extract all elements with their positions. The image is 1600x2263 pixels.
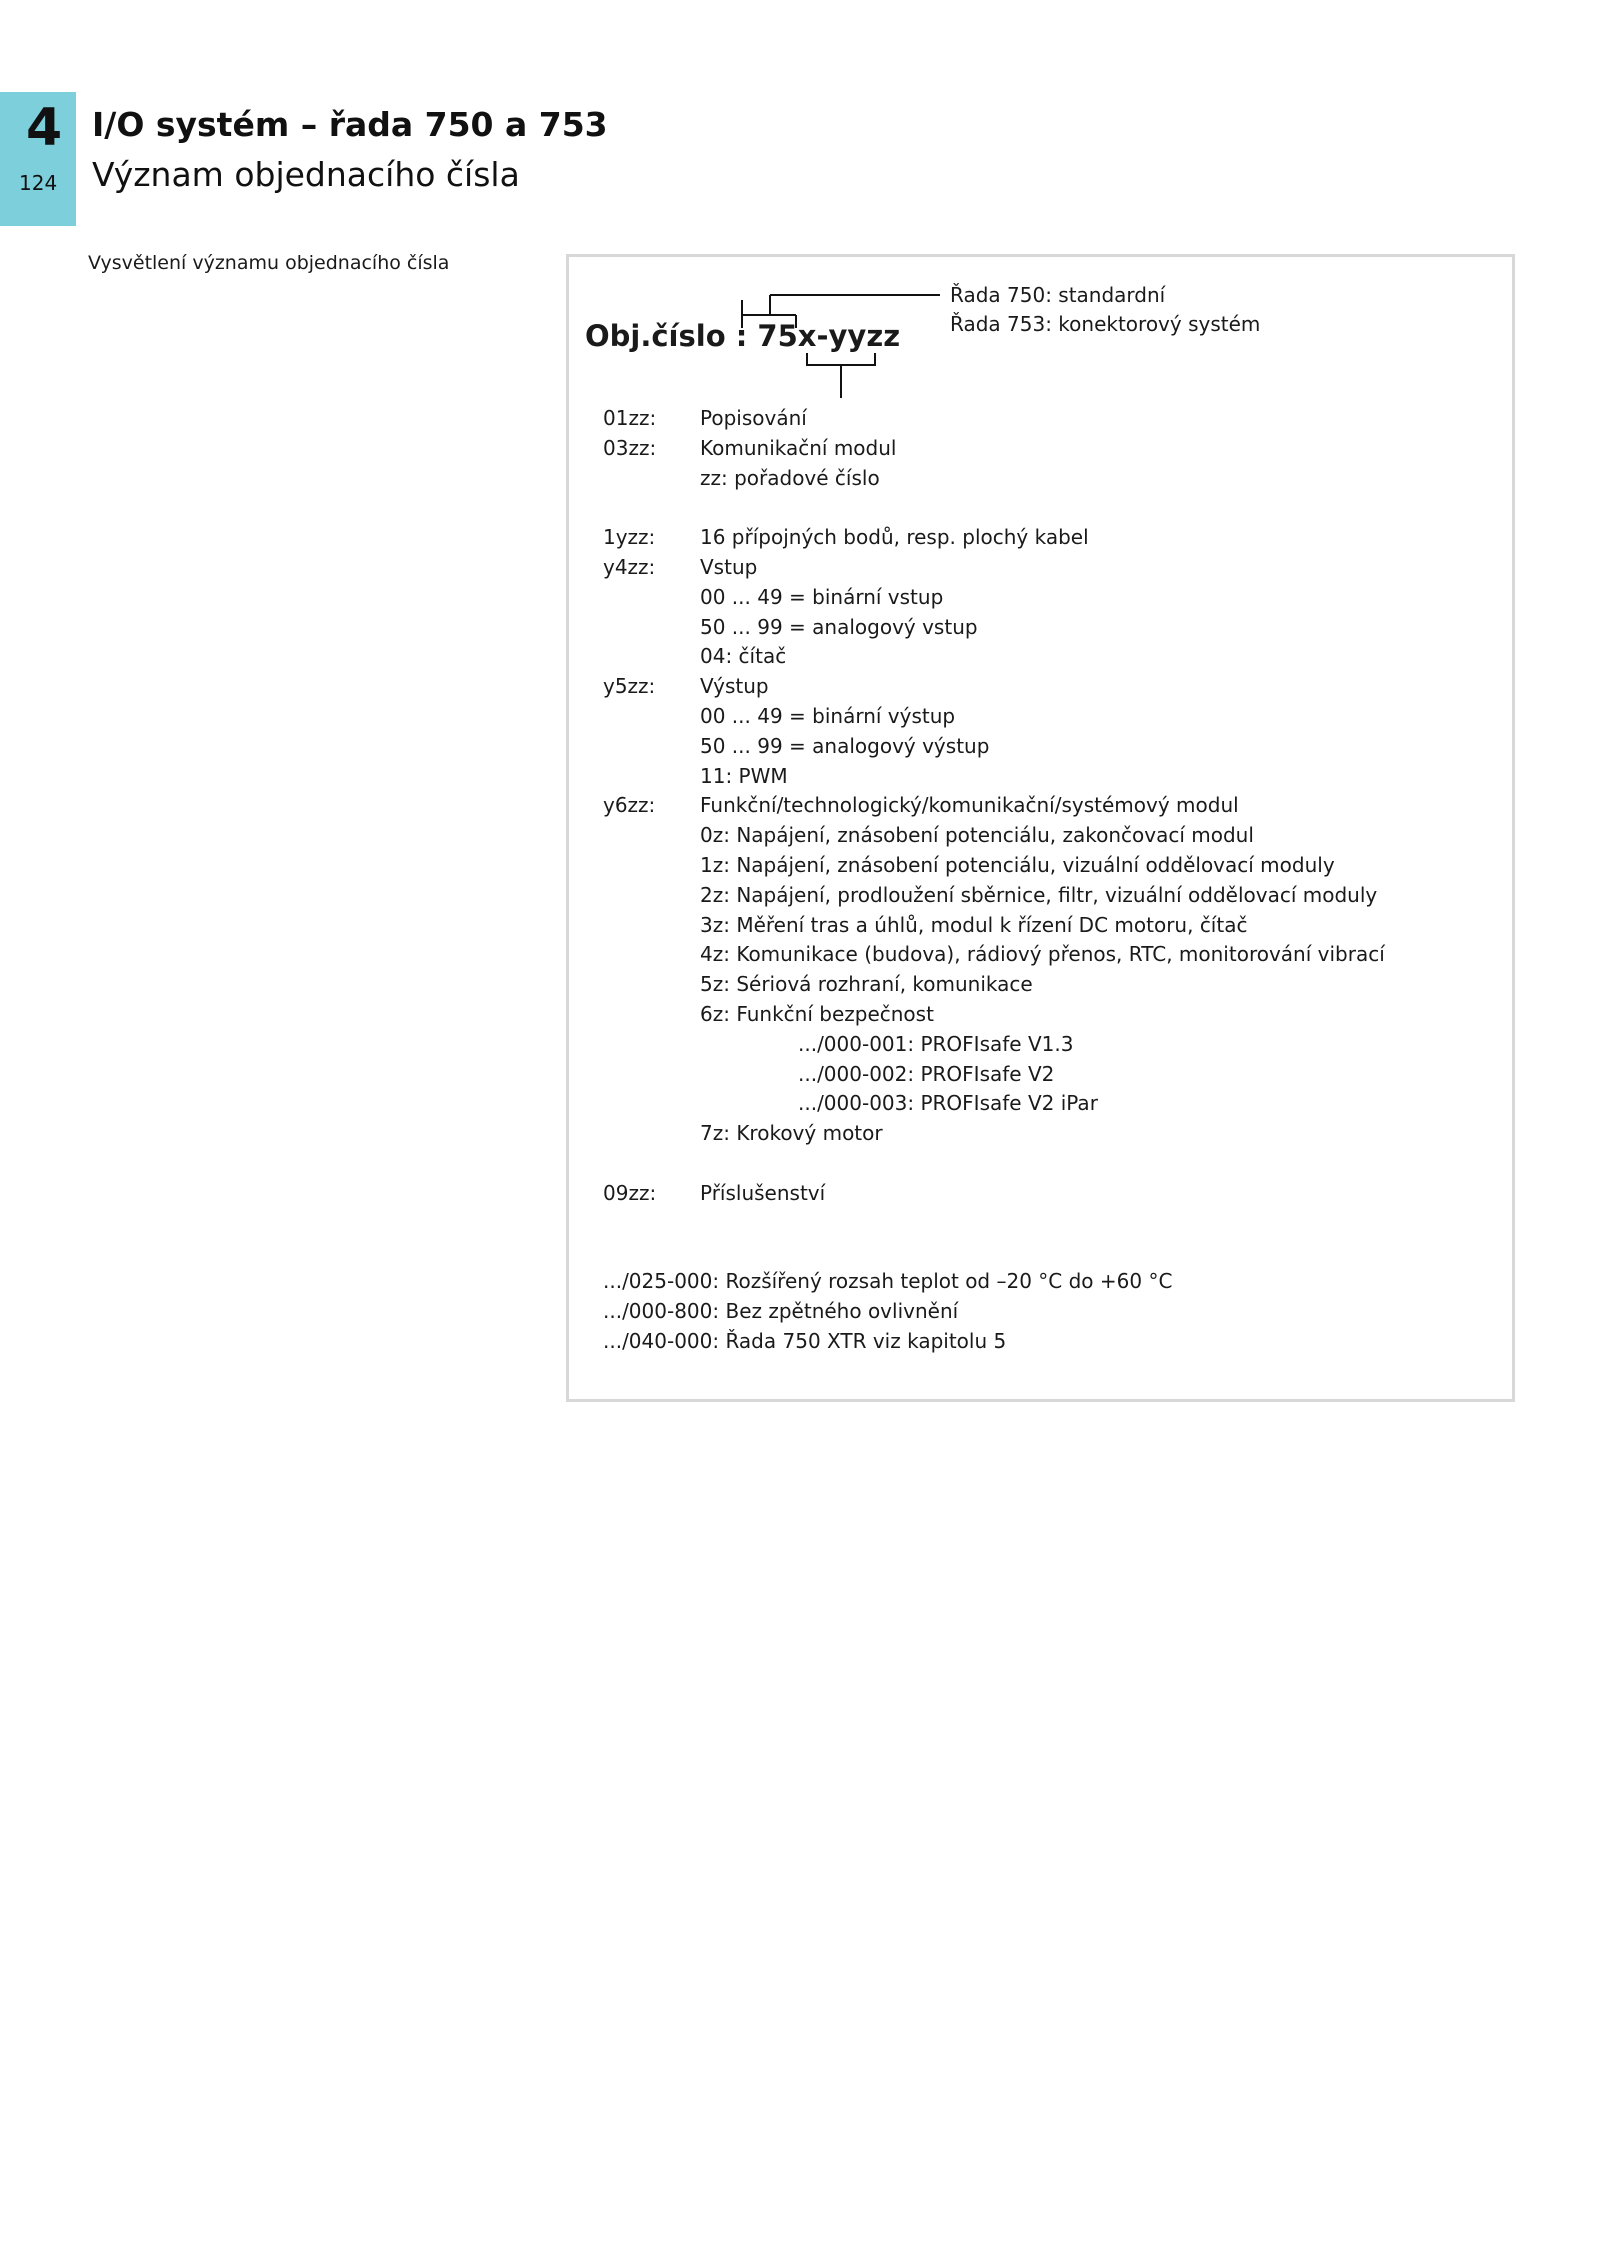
notes xyxy=(603,1267,1172,1356)
row-description: .../000-003: PROFIsafe V2 iPar xyxy=(798,1091,1098,1116)
note: .../000-800: Bez zpětného ovlivnění xyxy=(603,1298,959,1323)
row-description: 50 ... 99 = analogový vstup xyxy=(700,614,978,639)
row-description: Funkční/technologický/komunikační/systémový modul xyxy=(700,793,1239,818)
row-description: 1z: Napájení, znásobení potenciálu, vizuální oddělovací moduly xyxy=(700,852,1335,877)
row-description: Popisování xyxy=(700,406,807,430)
series-list xyxy=(950,281,1260,339)
row-code: y5zz: xyxy=(603,674,656,699)
row-description: 2z: Napájení, prodloužení sběrnice, filtr, vizuální oddělovací moduly xyxy=(700,882,1378,907)
row-code: 09zz: xyxy=(603,1180,657,1205)
row-description: 7z: Krokový motor xyxy=(700,1121,883,1146)
row-description: 0z: Napájení, znásobení potenciálu, zakončovací modul xyxy=(700,823,1254,848)
row-description: Příslušenství xyxy=(700,1180,826,1205)
row-description: zz: pořadové číslo xyxy=(700,465,880,490)
page-number: 124 xyxy=(19,171,58,195)
side-caption: Vysvětlení významu objednacího čísla xyxy=(88,252,450,274)
page-title: I/O systém – řada 750 a 753 xyxy=(92,105,608,144)
row-code: 01zz: xyxy=(603,406,657,430)
order-number: Obj.číslo : 75x-yyzz xyxy=(585,319,901,353)
module-bracket xyxy=(807,353,875,365)
row-description: 5z: Sériová rozhraní, komunikace xyxy=(700,972,1033,997)
row-description: 16 přípojných bodů, resp. plochý kabel xyxy=(700,525,1089,550)
row-description: Komunikační modul xyxy=(700,435,897,460)
row-description: 50 ... 99 = analogový výstup xyxy=(700,733,990,758)
series-750: Řada 750: standardní xyxy=(950,283,1166,307)
chapter-number: 4 xyxy=(26,98,63,158)
page-subtitle: Význam objednacího čísla xyxy=(92,155,520,194)
row-description: 3z: Měření tras a úhlů, modul k řízení DC motoru, čítač xyxy=(700,912,1248,937)
row-description: 6z: Funkční bezpečnost xyxy=(700,1001,934,1026)
row-description: Vstup xyxy=(700,554,758,579)
row-code: 1yzz: xyxy=(603,525,656,550)
note: .../025-000: Rozšířený rozsah teplot od –20 °C do +60 °C xyxy=(603,1269,1173,1293)
row-code: y6zz: xyxy=(603,793,656,818)
row-code: 03zz: xyxy=(603,435,657,460)
row-description: Výstup xyxy=(700,674,769,699)
series-753: Řada 753: konektorový systém xyxy=(950,312,1261,336)
row-description: 11: PWM xyxy=(700,763,788,788)
row-description: 00 ... 49 = binární vstup xyxy=(700,584,944,609)
row-description: 04: čítač xyxy=(700,644,787,669)
row-description: 00 ... 49 = binární výstup xyxy=(700,703,956,728)
row-code: y4zz: xyxy=(603,554,656,579)
row-description: .../000-002: PROFIsafe V2 xyxy=(798,1061,1055,1086)
row-description: .../000-001: PROFIsafe V1.3 xyxy=(798,1031,1074,1056)
row-description: 4z: Komunikace (budova), rádiový přenos, RTC, monitorování vibrací xyxy=(700,942,1385,967)
note: .../040-000: Řada 750 XTR viz kapitolu 5 xyxy=(603,1328,1007,1353)
